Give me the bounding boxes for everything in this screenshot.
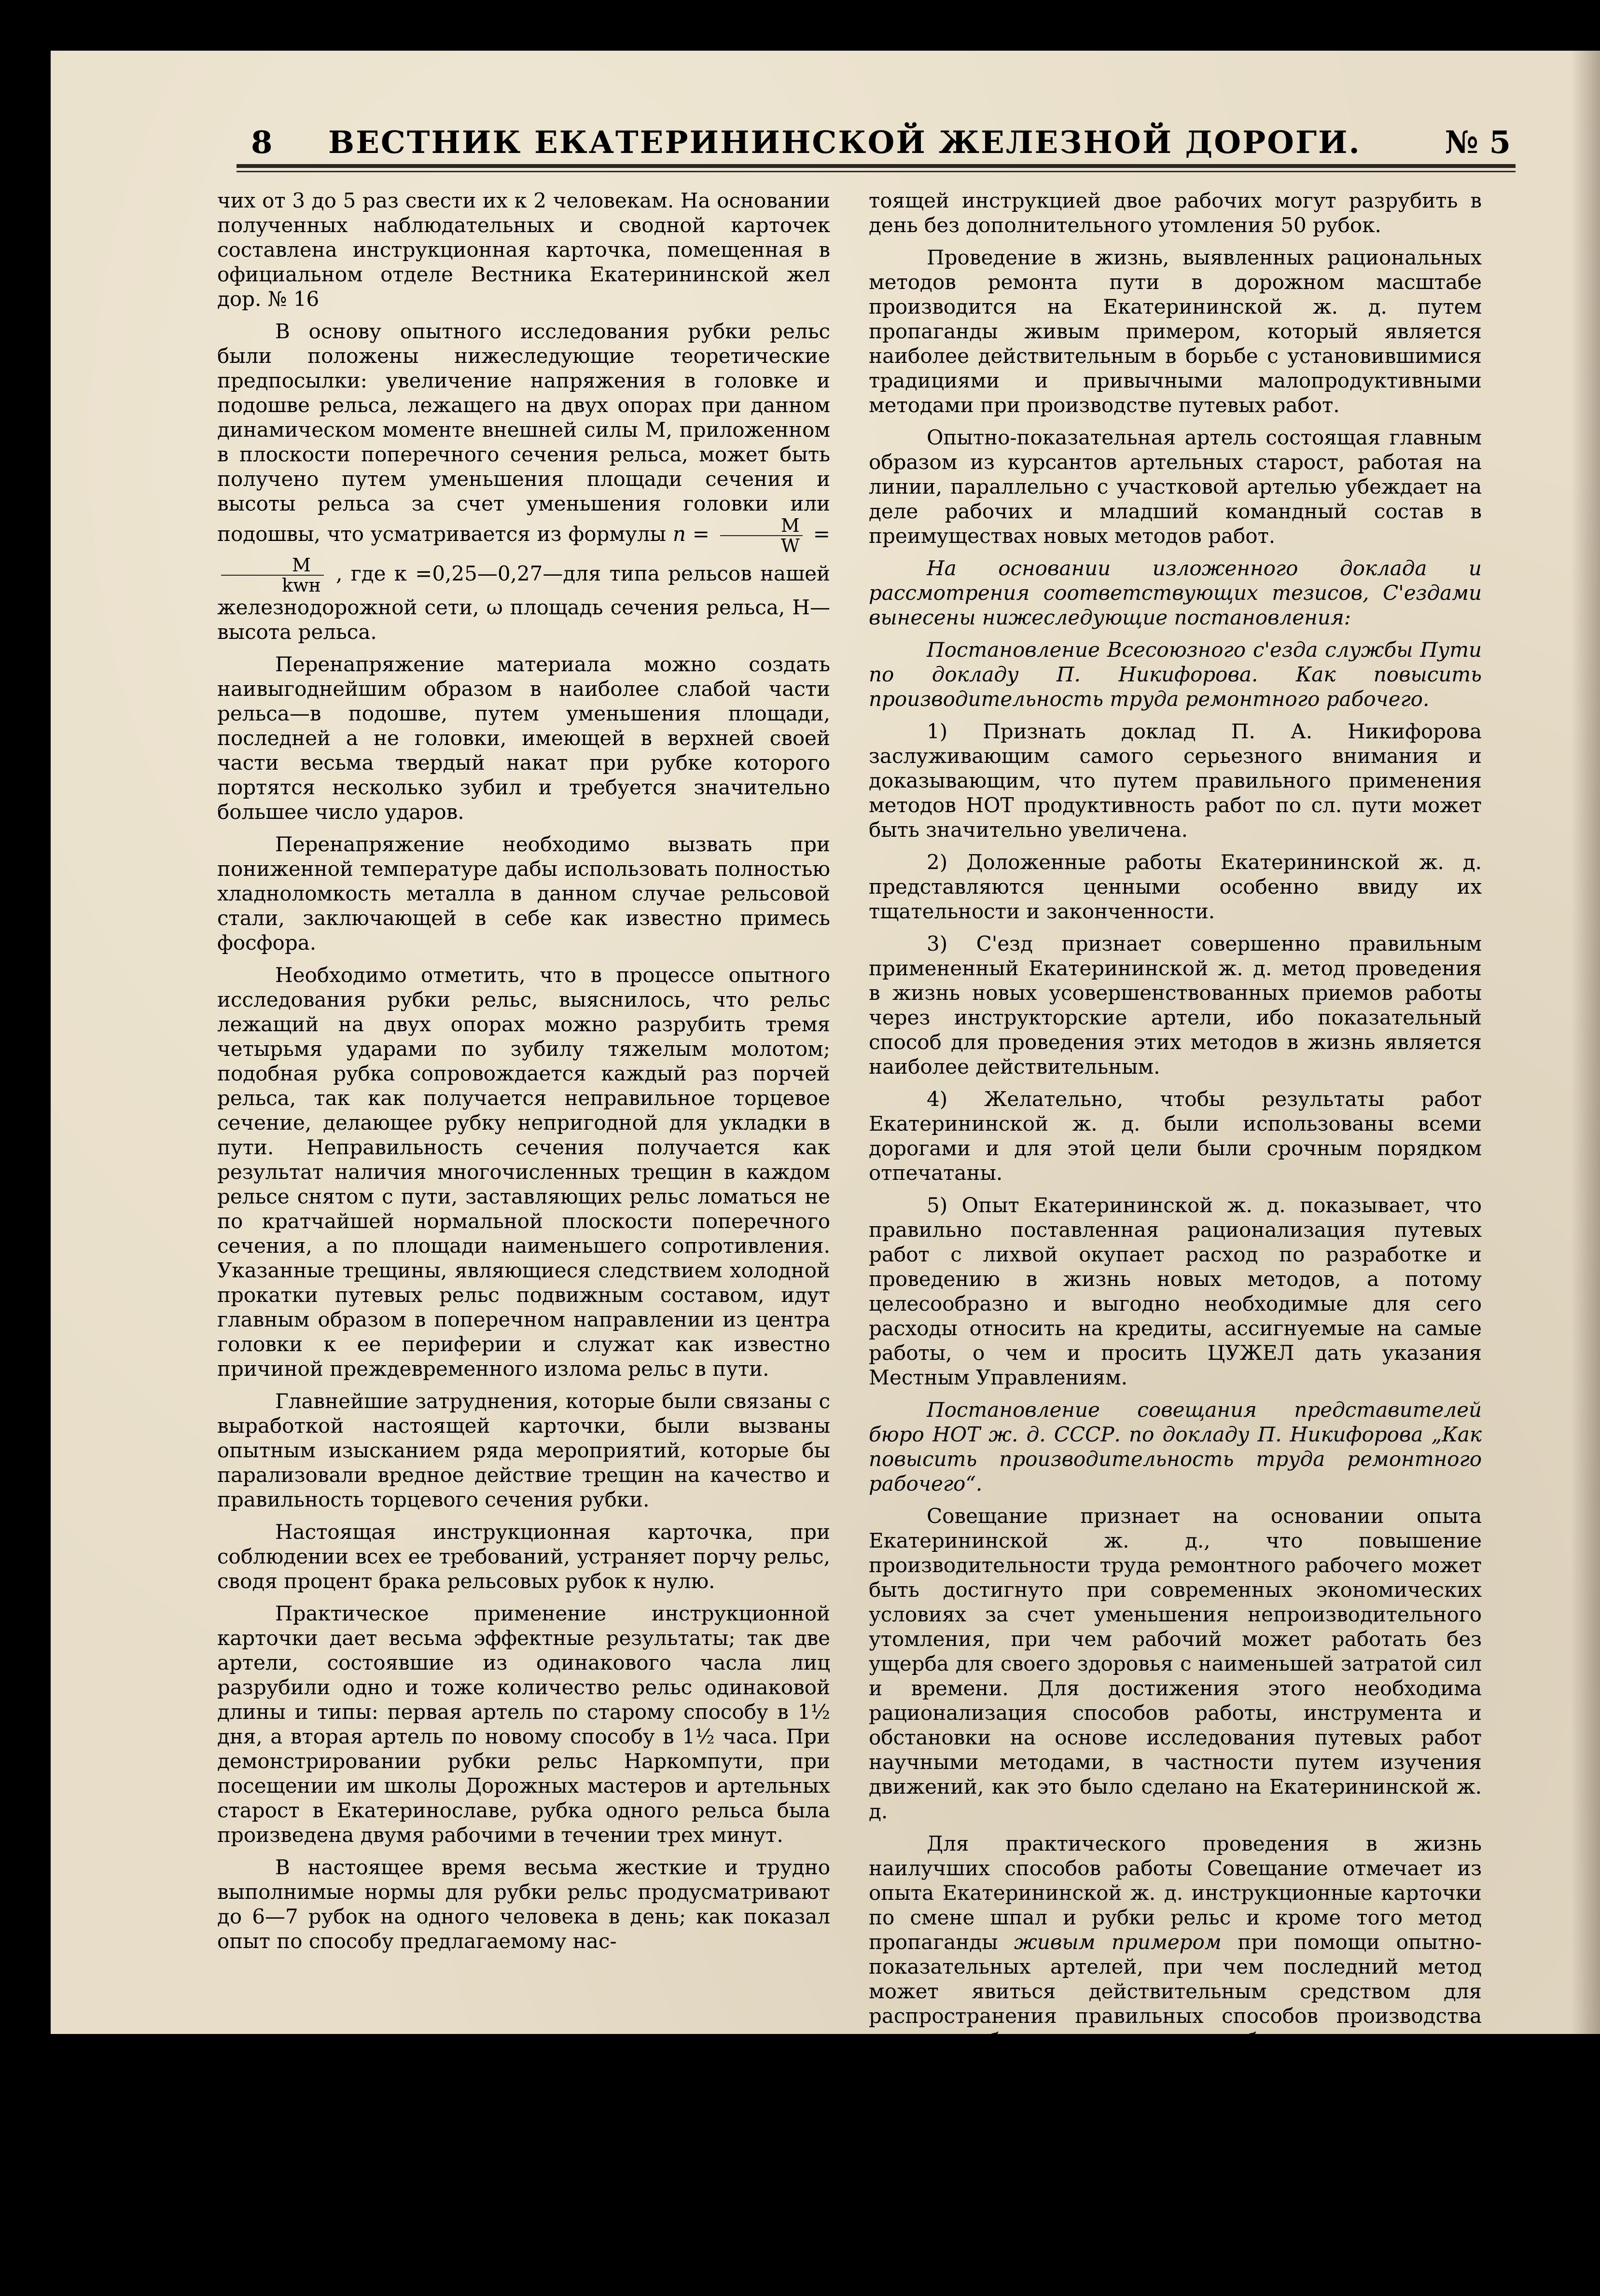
left-paragraph-4: Перенапряжение необходимо вызвать при пониженной температуре дабы использовать полностью хладноломкость металла в данном случае рельсовой стали, заключающей в себе как известно примесь фосфора.: [217, 832, 830, 954]
left-paragraph-6: Главнейшие затруднения, которые были связаны с выработкой настоящей карточки, были вызваны опытным изысканием ряда мероприятий, которые бы парализовали вредное действие трещин на качество и правильность торцевого сечения рубки.: [217, 1389, 830, 1511]
header-rule-thin: [237, 171, 1516, 172]
left-paragraph-5: Необходимо отметить, что в процессе опытного исследования рубки рельс, выяснилось, что рельс лежащий на двух опорах можно разрубить тремя четырьмя ударами по зубилу тяжелым молотом; подобная рубка сопровождается каждый раз порчей рельса, так как получается неправильное торцевое сечение, делающее рубку непригодной для укладки в пути. Неправильность сечения получается как результат наличия многочисленных трещин в каждом рельсе снятом с пути, заставляющих рельс ломаться не по кратчайшей нормальной плоскости поперечного сечения, а по площади наименьшего сопротивления. Указанные трещины, являющиеся следствием холодной прокатки путевых рельс подвижным составом, идут главным образом в поперечном направлении из центра головки к ее периферии и служат как известно причиной преждевременного излома рельс в пути.: [217, 963, 830, 1381]
resolution-item-4: 4) Желательно, чтобы результаты работ Екатерининской ж. д. были использованы всеми дорогами и для этой цели были срочным порядком отпечатаны.: [869, 1087, 1482, 1185]
formula-numerator-1: M: [720, 516, 803, 536]
right-paragraph-13-part-b: при помощи опытно-показательных артелей, при чем последний метод может явиться действительным средством для распространения правильных способов производства путевых работ в дорожном масштабе.: [869, 1930, 1482, 2052]
page-number: 8: [251, 124, 273, 161]
left-paragraph-2: [217, 319, 830, 644]
author-signature: Никифоров.: [1354, 2061, 1482, 2085]
formula-fraction-2: [221, 555, 324, 595]
resolution-item-3: 3) С'езд признает совершенно правильным примененный Екатерининской ж. д. метод проведения в жизнь новых усовершенствованных приемов работы через инструкторские артели, ибо показательный способ для проведения этих методов в жизнь является наиболее действительным.: [869, 932, 1482, 1079]
left-paragraph-1: чих от 3 до 5 раз свести их к 2 человекам. На основании полученных наблюдательных и сводной карточек составлена инструкционная карточка, помещенная в официальном отделе Вестника Екатерининской жел дор. № 16: [217, 189, 830, 311]
formula-explanation: , где к =0,25—0,27—для типа рельсов нашей железнодорожной сети, ω площадь сечения рельса, Н—высота рельса.: [217, 562, 830, 644]
right-column: [869, 188, 1482, 2093]
resolution-item-2: 2) Доложенные работы Екатерининской ж. д. представляются ценными особенно ввиду их тщательности и законченности.: [869, 850, 1482, 923]
page-spine-shadow: [1571, 51, 1600, 2034]
formula-eq-2: =: [813, 522, 830, 546]
right-paragraph-13-italic: живым примером: [1014, 1930, 1222, 1954]
congress-resolution-heading: Постановление Всесоюзного с'езда службы Пути по докладу П. Никифорова. Как повысить производительность труда ремонтного рабочего.: [869, 638, 1482, 711]
right-paragraph-2: Проведение в жизнь, выявленных рациональных методов ремонта пути в дорожном масштабе производится на Екатерининской ж. д. путем пропаганды живым примером, который является наиболее действительным в борьбе с установившимися традициями и привычными малопродуктивными методами при производстве путевых работ.: [869, 246, 1482, 417]
journal-title: ВЕСТНИК ЕКАТЕРИНИНСКОЙ ЖЕЛЕЗНОЙ ДОРОГИ.: [328, 124, 1361, 161]
left-paragraph-2-text: В основу опытного исследования рубки рельс были положены нижеследующие теоретические предпосылки: увеличение напряжения в головке и подошве рельса, лежащего на двух опорах при данном динамическом моменте внешней силы М, приложенном в плоскости поперечного сечения рельса, может быть получено путем уменьшения площади сечения и высоты рельса за счет уменьшения головки или подошвы, что усматривается из формулы: [217, 319, 830, 546]
left-paragraph-7: Настоящая инструкционная карточка, при соблюдении всех ее требований, устраняет порчу рельс, сводя процент брака рельсовых рубок к нулю.: [217, 1520, 830, 1593]
right-paragraph-13-part-a: Для практического проведения в жизнь наилучших способов работы Совещание отмечает из опыта Екатерининской ж. д. инструкционные карточки по смене шпал и рубки рельс и кроме того метод пропаганды: [869, 1832, 1482, 1954]
left-paragraph-3: Перенапряжение материала можно создать наивыгоднейшим образом в наиболее слабой части рельса—в подошве, путем уменьшения площади, последней а не головки, имеющей в верхней своей части весьма твердый накат при рубке которого портятся несколько зубил и требуется значительно большее число ударов.: [217, 652, 830, 824]
formula-denominator-2: kwн: [282, 575, 321, 596]
header-rule-thick: [237, 164, 1516, 168]
formula-n: n: [672, 522, 686, 546]
formula-fraction-1: [720, 516, 803, 555]
right-paragraph-1: тоящей инструкцией двое рабочих могут разрубить в день без дополнительного утомления 50 рубок.: [869, 189, 1482, 237]
resolution-item-1: 1) Признать доклад П. А. Никифорова заслуживающим самого серьезного внимания и доказывающим, что путем правильного применения методов НОТ продуктивность работ по сл. пути может быть значительно увеличена.: [869, 719, 1482, 842]
left-paragraph-8: Практическое применение инструкционной карточки дает весьма эффектные результаты; так две артели, состоявшие из одинакового часла лиц разрубили одно и тоже количество рельс одинаковой длины и типы: первая артель по старому способу в 1½ дня, а вторая артель по новому способу в 1½ часа. При демонстрировании рубки рельс Наркомпути, при посещении им школы Дорожных мастеров и артельных старост в Екатеринославе, рубка одного рельса была произведена двумя рабочими в течении трех минут.: [217, 1602, 830, 1847]
left-column: [217, 188, 830, 1961]
right-paragraph-13: [869, 1831, 1482, 2053]
page-header: [183, 126, 1520, 160]
left-paragraph-9: В настоящее время весьма жесткие и трудно выполнимые нормы для рубки рельс продусматривают до 6—7 рубок на одного человека в день; как показал опыт по способу предлагаемому нас-: [217, 1855, 830, 1953]
resolution-item-5: 5) Опыт Екатерининской ж. д. показывает, что правильно поставленная рационализация путевых работ с лихвой окупает расход по разработке и проведению в жизнь новых методов, а потому целесообразно и выгодно необходимые для сего расходы относить на кредиты, ассигнуемые на самые работы, о чем и просить ЦУЖЕЛ дать указания Местным Управлениям.: [869, 1193, 1482, 1389]
meeting-resolution-heading: Постановление совещания представителей бюро НОТ ж. д. СССР. по докладу П. Никифорова „Как повысить производительность труда ремонтного рабочего“.: [869, 1398, 1482, 1495]
resolutions-intro: На основании изложенного доклада и рассмотрения соответствующих тезисов, С'ездами вынесены нижеследующие постановления:: [869, 556, 1482, 629]
right-paragraph-12: Совещание признает на основании опыта Екатерининской ж. д., что повышение производительности труда ремонтного рабочего может быть достигнуто при современных экономических условиях за счет уменьшения непроизводительного утомления, при чем рабочий может работать без ущерба для своего здоровья с наименьшей затратой сил и времени. Для достижения этого необходима рационализация способов работы, инструмента и обстановки на основе исследования путевых работ научными методами, в частности путем изучения движений, как это было сделано на Екатерининской ж. д.: [869, 1504, 1482, 1823]
formula-denominator-1: W: [780, 535, 800, 556]
right-paragraph-3: Опытно-показательная артель состоящая главным образом из курсантов артельных старост, работая на линии, параллельно с участковой артелью убеждает на деле рабочих и младший командный состав в преимуществах новых методов работ.: [869, 426, 1482, 548]
formula-numerator-2: M: [221, 555, 324, 576]
issue-number: № 5: [1445, 124, 1511, 161]
formula-eq-1: =: [692, 522, 710, 546]
